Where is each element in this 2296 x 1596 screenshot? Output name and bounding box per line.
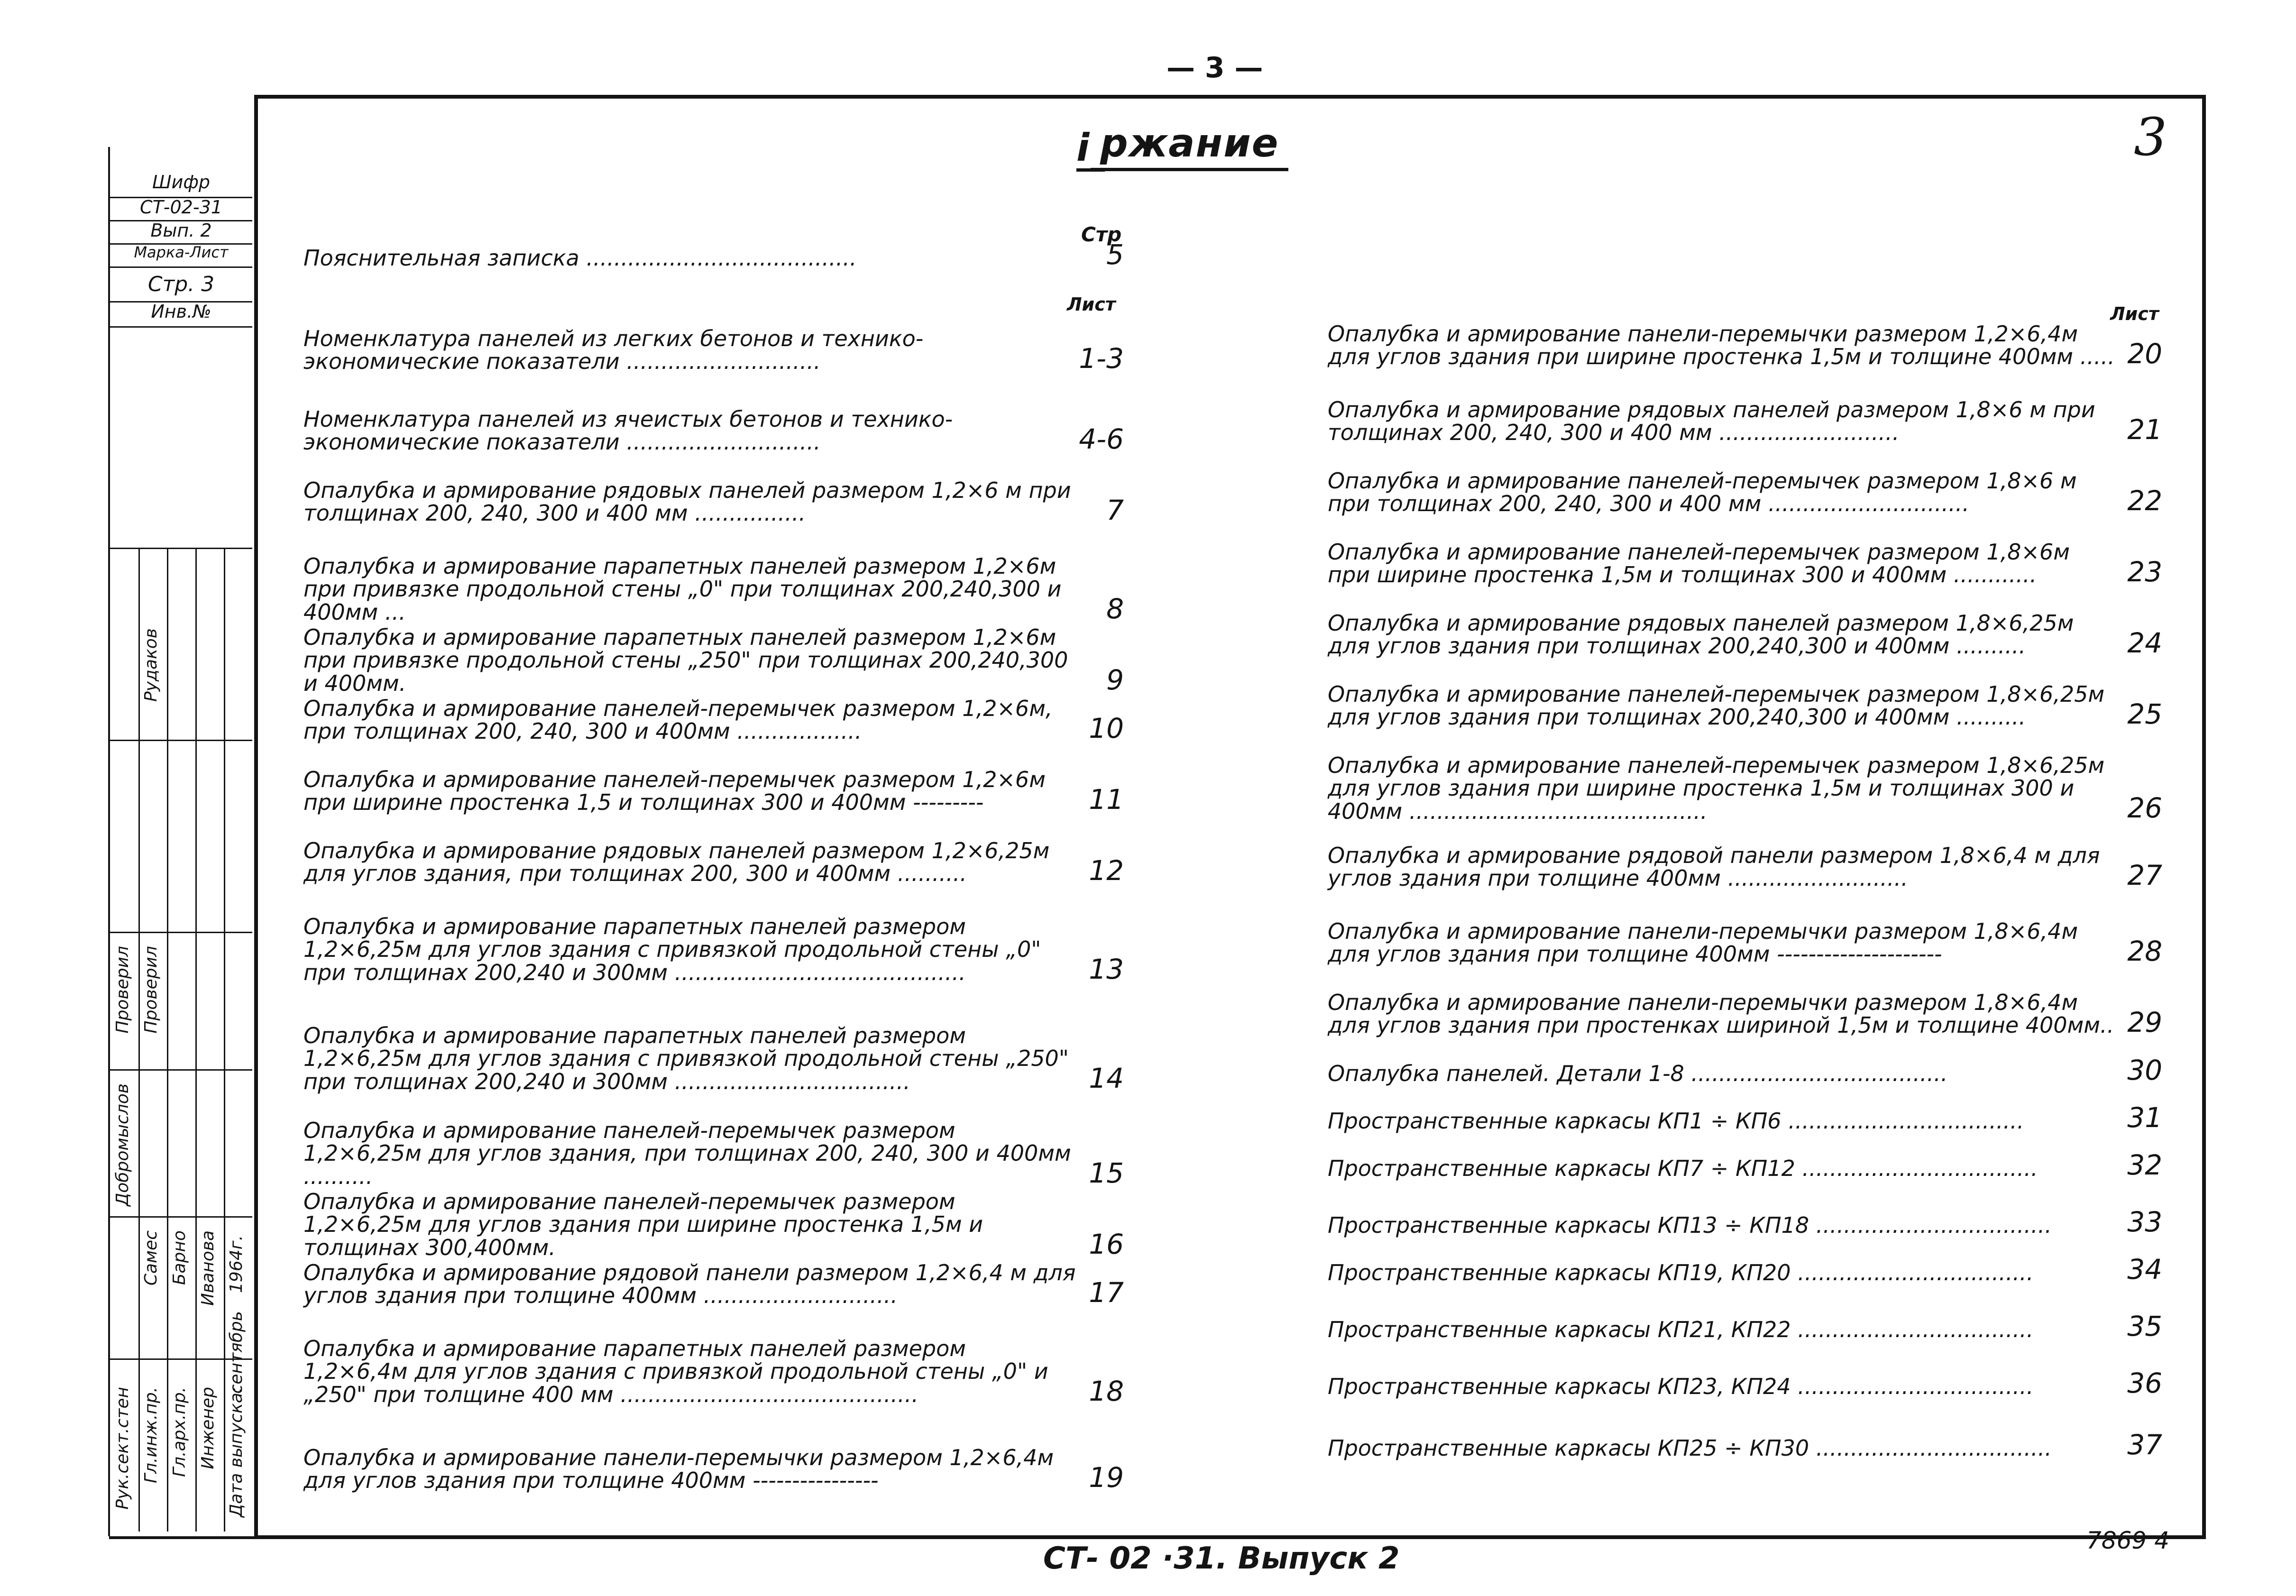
contents-entry-page: 36 [2127, 1367, 2162, 1400]
contents-entry-page: 35 [2127, 1310, 2162, 1343]
contents-entry-title: Пространственные каркасы КП23, КП24 .................................. [1328, 1374, 2034, 1399]
contents-entry-page: 31 [2127, 1101, 2162, 1134]
contents-entry-page: 33 [2127, 1206, 2162, 1238]
contents-entry-page: 7 [1106, 494, 1124, 526]
contents-entry-page: 24 [2127, 626, 2162, 659]
contents-entry-title: Опалубка и армирование панелей-перемычек размером 1,8×6,25м для углов здания при ширине простенка 1,5м и толщинах 300 и 400мм ........................................... [1328, 752, 2105, 824]
contents-entry-page: 8 [1106, 593, 1124, 625]
contents-entry [1328, 683, 2162, 729]
contents-entry-page: 12 [1089, 854, 1124, 887]
stamp-inv: Инв.№ [110, 303, 252, 328]
stamp-row-line [110, 1216, 252, 1218]
stamp-page: Стр. 3 [110, 268, 252, 303]
contents-entry [303, 697, 1124, 743]
stamp-role: Дата выпуска: [227, 1387, 246, 1517]
contents-entry [303, 1337, 1124, 1406]
column-header-page: Стр [1081, 223, 1122, 246]
stamp-col-line [195, 548, 197, 1532]
stamp-role: Рук.сект.стен [113, 1387, 132, 1510]
stamp-row-line [110, 1069, 252, 1071]
stamp-name: Иванова [198, 1230, 218, 1306]
contents-entry [1328, 398, 2162, 444]
contents-entry-title: Пространственные каркасы КП7 ÷ КП12 .................................. [1328, 1156, 2038, 1181]
contents-entry-title: Опалубка и армирование панели-перемычки размером 1,8×6,4м для углов здания при простенках шириной 1,5м и толщине 400мм.. [1328, 990, 2114, 1038]
stamp-shifr-label: Шифр [110, 173, 252, 198]
contents-entry-title: Опалубка и армирование парапетных панелей размером 1,2×6м при привязке продольной стены „0" при толщинах 200,240,300 и 400мм ... [303, 553, 1062, 625]
contents-entry-title: Пространственные каркасы КП21, КП22 .................................. [1328, 1317, 2034, 1342]
contents-entry-page: 1-3 [1079, 342, 1124, 375]
contents-entry-page: 15 [1089, 1157, 1124, 1189]
contents-entry [1328, 1101, 2162, 1134]
contents-right-column [1328, 322, 2162, 1527]
contents-entry [303, 1446, 1124, 1492]
contents-entry [1328, 322, 2162, 368]
contents-entry-title: Опалубка и армирование панели-перемычки размером 1,2×6,4м для углов здания при толщине 400мм ---------------- [303, 1445, 1054, 1494]
contents-entry-title: Опалубка и армирование рядовой панели размером 1,8×6,4 м для углов здания при толщине 400мм .......................... [1328, 843, 2100, 891]
stamp-role: Гл.арх.пр. [170, 1387, 189, 1477]
contents-entry-title: Опалубка и армирование рядовой панели размером 1,2×6,4 м для углов здания при толщине 400мм ............................ [303, 1260, 1076, 1309]
stamp-role: Гл.инж.пр. [141, 1387, 161, 1484]
title-block-stamp [110, 173, 254, 1532]
stamp-row-line [110, 740, 252, 741]
contents-entry-title: Опалубка и армирование панелей-перемычек размером 1,2×6,25м для углов здания, при толщинах 200, 240, 300 и 400мм .......... [303, 1118, 1071, 1189]
contents-entry-page: 26 [2127, 792, 2162, 824]
contents-entry [303, 1024, 1124, 1093]
stamp-name: Самес [141, 1230, 161, 1286]
contents-entry [1328, 991, 2162, 1037]
stamp-row-line [110, 932, 252, 933]
contents-entry-page: 10 [1089, 712, 1124, 744]
stamp-col-line [224, 548, 225, 1532]
contents-entry [303, 555, 1124, 624]
contents-entry [303, 626, 1124, 695]
contents-entry-title: Опалубка и армирование рядовых панелей размером 1,8×6,25м для углов здания при толщинах 200,240,300 и 400мм .......... [1328, 610, 2074, 659]
contents-entry-title: Пространственные каркасы КП19, КП20 .................................. [1328, 1260, 2034, 1285]
contents-entry-title: Опалубка и армирование панели-перемычки размером 1,8×6,4м для углов здания при толщине 400мм --------------------- [1328, 918, 2078, 967]
contents-entry [303, 1261, 1124, 1307]
contents-entry-title: Пояснительная записка ....................................... [303, 245, 857, 271]
stamp-role: Инженер [198, 1387, 218, 1469]
contents-entry [303, 1190, 1124, 1259]
contents-entry [1328, 754, 2162, 823]
stamp-issue: Вып. 2 [110, 221, 252, 245]
contents-entry [1328, 1429, 2162, 1461]
contents-left-column [303, 238, 1124, 1527]
stamp-month: сентябрь [227, 1311, 246, 1394]
contents-entry-title: Опалубка и армирование панелей-перемычек размером 1,8×6м при ширине простенка 1,5м и толщинах 300 и 400мм ............ [1328, 539, 2070, 588]
stamp-marka-list: Марка-Лист [110, 245, 252, 268]
contents-entry-title: Опалубка и армирование панели-перемычки размером 1,2×6,4м для углов здания при ширине простенка 1,5м и толщине 400мм ..... [1328, 321, 2115, 370]
contents-entry-title: Опалубка и армирование рядовых панелей размером 1,2×6 м при толщинах 200, 240, 300 и 400 мм ................ [303, 477, 1071, 526]
contents-entry [1328, 1149, 2162, 1182]
contents-entry-page: 5 [1106, 238, 1124, 271]
contents-entry-page: 13 [1089, 953, 1124, 985]
column-header-sheet: Лист [1067, 294, 1116, 315]
contents-entry-title: Опалубка и армирование парапетных панелей размером 1,2×6,25м для углов здания с привязкой продольной стены „0" при толщинах 200,240 и 300мм .......................................... [303, 914, 1041, 985]
contents-entry-title: Опалубка и армирование рядовых панелей размером 1,8×6 м при толщинах 200, 240, 300 и 400 мм .......................... [1328, 397, 2095, 446]
contents-entry-page: 20 [2127, 337, 2162, 370]
contents-entry-page: 32 [2127, 1149, 2162, 1182]
contents-entry [1328, 844, 2162, 890]
contents-entry-title: Опалубка и армирование панелей-перемычек размером 1,2×6,25м для углов здания при ширине простенка 1,5м и толщинах 300,400мм. [303, 1189, 983, 1260]
contents-entry [303, 768, 1124, 814]
stamp-name: Проверил [113, 946, 132, 1034]
contents-entry-title: Опалубка и армирование панелей-перемычек размером 1,2×6м, при толщинах 200, 240, 300 и 400мм .................. [303, 696, 1053, 744]
contents-entry [1328, 920, 2162, 966]
corner-mark: 3 [2134, 107, 2167, 167]
stamp-shifr-value: СТ-02-31 [110, 198, 252, 221]
contents-entry-page: 25 [2127, 697, 2162, 730]
contents-entry-title: Пространственные каркасы КП1 ÷ КП6 .................................. [1328, 1108, 2024, 1134]
document-footer: СТ- 02 ·31. Выпуск 2 [1043, 1541, 1400, 1576]
contents-entry-page: 9 [1106, 664, 1124, 696]
page-number: — 3 — [1166, 51, 1263, 84]
contents-entry [303, 408, 1124, 454]
stamp-col-line [138, 548, 140, 1532]
contents-entry-page: 16 [1089, 1228, 1124, 1260]
contents-entry [303, 1119, 1124, 1188]
contents-entry-title: Номенклатура панелей из ячеистых бетонов и технико-экономические показатели ............................ [303, 406, 953, 455]
contents-entry-page: 28 [2127, 935, 2162, 967]
stamp-col-line [167, 548, 168, 1532]
contents-entry-title: Опалубка панелей. Детали 1-8 ..................................... [1328, 1061, 1948, 1086]
contents-entry [1328, 612, 2162, 658]
contents-entry-page: 29 [2127, 1006, 2162, 1038]
contents-entry-page: 30 [2127, 1054, 2162, 1087]
contents-entry [1328, 1310, 2162, 1343]
contents-entry-title: Опалубка и армирование панелей-перемычек размером 1,8×6 м при толщинах 200, 240, 300 и 400 мм ............................. [1328, 468, 2077, 517]
inventory-number: 7869 4 [2086, 1527, 2169, 1554]
contents-entry-page: 14 [1089, 1062, 1124, 1094]
contents-entry [1328, 1367, 2162, 1400]
contents-entry-title: Номенклатура панелей из легких бетонов и технико-экономические показатели ............................ [303, 326, 924, 375]
contents-entry-page: 21 [2127, 413, 2162, 446]
document-title: ржание [1091, 121, 1288, 171]
contents-entry-page: 19 [1089, 1461, 1124, 1494]
stamp-name: Добромыслов [113, 1083, 132, 1206]
contents-entry-page: 34 [2127, 1253, 2162, 1286]
contents-entry [303, 327, 1124, 373]
contents-entry-page: 27 [2127, 859, 2162, 891]
contents-entry [303, 479, 1124, 525]
stamp-date: 1964г. [227, 1235, 246, 1293]
contents-entry-page: 18 [1089, 1375, 1124, 1407]
title-prefix: i [1076, 126, 1105, 172]
stamp-name: Барно [170, 1230, 189, 1285]
contents-entry-page: 4-6 [1079, 422, 1124, 455]
contents-entry-page: 37 [2127, 1429, 2162, 1461]
contents-entry-title: Опалубка и армирование парапетных панелей размером 1,2×6,25м для углов здания с привязкой продольной стены „250" при толщинах 200,240 и 300мм .................................. [303, 1023, 1069, 1094]
contents-entry [1328, 469, 2162, 515]
bottom-line [109, 1536, 2200, 1539]
contents-entry-title: Опалубка и армирование панелей-перемычек размером 1,2×6м при ширине простенка 1,5 и толщинах 300 и 400мм --------- [303, 767, 1046, 816]
contents-entry-page: 22 [2127, 484, 2162, 517]
contents-entry-title: Опалубка и армирование парапетных панелей размером 1,2×6,4м для углов здания с привязкой продольной стены „0" и „250" при толщине 400 мм ........................................... [303, 1336, 1048, 1407]
contents-entry-title: Опалубка и армирование парапетных панелей размером 1,2×6м при привязке продольной стены „250" при толщинах 200,240,300 и 400мм. [303, 624, 1068, 696]
contents-entry-title: Пространственные каркасы КП13 ÷ КП18 .................................. [1328, 1212, 2052, 1238]
stamp-name: Рудаков [141, 628, 161, 702]
contents-entry-page: 11 [1089, 783, 1124, 816]
contents-entry [1328, 1253, 2162, 1286]
contents-entry-page: 23 [2127, 555, 2162, 588]
contents-entry [1328, 541, 2162, 587]
contents-entry [303, 915, 1124, 984]
contents-entry [303, 839, 1124, 885]
stamp-name: Проверил [141, 946, 161, 1034]
column-header-sheet-right: Лист [2110, 303, 2159, 324]
contents-entry [1328, 1054, 2162, 1087]
contents-entry-page: 17 [1089, 1276, 1124, 1309]
contents-entry-title: Опалубка и армирование рядовых панелей размером 1,2×6,25м для углов здания, при толщинах 200, 300 и 400мм .......... [303, 838, 1050, 887]
contents-entry [303, 238, 1124, 271]
contents-entry [1328, 1206, 2162, 1238]
contents-entry-title: Опалубка и армирование панелей-перемычек размером 1,8×6,25м для углов здания при толщинах 200,240,300 и 400мм .......... [1328, 681, 2105, 730]
stamp-blank [110, 328, 252, 549]
contents-entry-title: Пространственные каркасы КП25 ÷ КП30 .................................. [1328, 1435, 2052, 1461]
